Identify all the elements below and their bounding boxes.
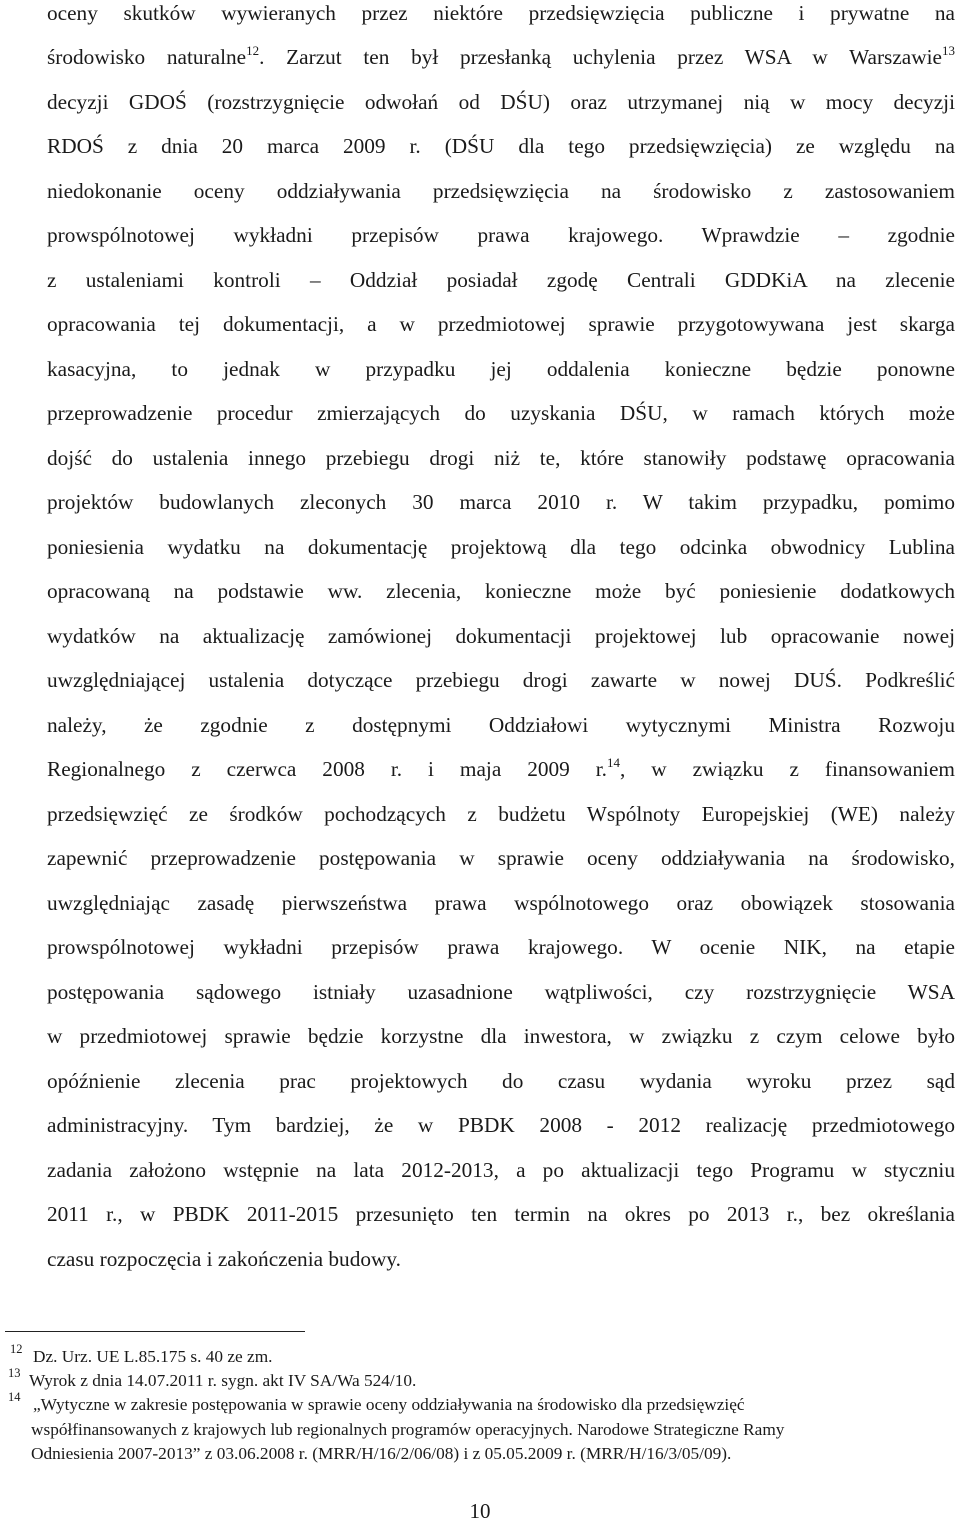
text-line: RDOŚ z dnia 20 marca 2009 r. (DŚU dla tego przedsięwzięcia) ze względu na [47, 134, 955, 158]
page-number: 10 [469, 1499, 491, 1523]
text-line: należy, że zgodnie z dostępnymi Oddziałowi wytycznymi Ministra Rozwoju [47, 713, 955, 737]
footnote-ref: 13 [942, 43, 955, 58]
text-line: w przedmiotowej sprawie będzie korzystne dla inwestora, w związku z czym celowe było [47, 1024, 955, 1048]
footnote-text: Odniesienia 2007-2013” z 03.06.2008 r. (MRR/H/16/2/06/08) i z 05.05.2009 r. (MRR/H/16/3/05/09). [31, 1444, 732, 1463]
text-line: postępowania sądowego istniały uzasadnione wątpliwości, czy rozstrzygnięcie WSA [47, 980, 955, 1004]
text-line: dojść do ustalenia innego przebiegu drogi niż te, które stanowiły podstawę opracowania [47, 446, 955, 470]
text-line: uwzględniającej ustalenia dotyczące przebiegu drogi zawarte w nowej DUŚ. Podkreślić [47, 668, 955, 692]
text-line: opóźnienie zlecenia prac projektowych do czasu wydania wyroku przez sąd [47, 1069, 955, 1093]
footnote-text: „Wytyczne w zakresie postępowania w sprawie oceny oddziaływania na środowisko dla przedsięwzięć [33, 1395, 745, 1414]
text-line: z ustaleniami kontroli – Oddział posiadał zgodę Centrali GDDKiA na zlecenie [47, 268, 955, 292]
text-line: wydatków na aktualizację zamówionej dokumentacji projektowej lub opracowanie nowej [47, 624, 955, 648]
text-line: prowspólnotowej wykładni przepisów prawa krajowego. W ocenie NIK, na etapie [47, 935, 955, 959]
text-line: decyzji GDOŚ (rozstrzygnięcie odwołań od DŚU) oraz utrzymanej nią w mocy decyzji [47, 90, 955, 114]
footnote-ref: 14 [607, 755, 620, 770]
text-line: czasu rozpoczęcia i zakończenia budowy. [47, 1247, 401, 1271]
text-line: niedokonanie oceny oddziaływania przedsięwzięcia na środowisko z zastosowaniem [47, 179, 955, 203]
text-line: 2011 r., w PBDK 2011-2015 przesunięto ten termin na okres po 2013 r., bez określania [47, 1202, 955, 1226]
footnote-separator [5, 1331, 305, 1332]
footnote-number: 14 [8, 1390, 21, 1404]
text-line: Regionalnego z czerwca 2008 r. i maja 2009 r.$^{14}$, w związku z finansowaniem [47, 755, 955, 781]
footnote-number: 12 [10, 1342, 23, 1356]
text-line: kasacyjna, to jednak w przypadku jej oddalenia konieczne będzie ponowne [47, 357, 955, 381]
text-line: przeprowadzenie procedur zmierzających do uzyskania DŚU, w ramach których może [47, 401, 955, 425]
text-line: zapewnić przeprowadzenie postępowania w sprawie oceny oddziaływania na środowisko, [47, 846, 955, 870]
text-line: prowspólnotowej wykładni przepisów prawa krajowego. Wprawdzie – zgodnie [47, 223, 955, 247]
text-line: oceny skutków wywieranych przez niektóre przedsięwzięcia publiczne i prywatne na [47, 1, 955, 25]
footnote-text: współfinansowanych z krajowych lub regionalnych programów operacyjnych. Narodowe Strategiczne Ramy [31, 1420, 785, 1439]
text-line: środowisko naturalne$^{12}$. Zarzut ten był przesłanką uchylenia przez WSA w Warszawie$^{13}$ [47, 43, 955, 69]
text-line: przedsięwzięć ze środków pochodzących z budżetu Wspólnoty Europejskiej (WE) należy [47, 802, 955, 826]
footnote-text: Dz. Urz. UE L.85.175 s. 40 ze zm. [33, 1347, 273, 1366]
text-line: opracowaną na podstawie ww. zlecenia, konieczne może być poniesienie dodatkowych [47, 579, 955, 603]
footnote-ref: 12 [246, 43, 260, 58]
text-line: opracowania tej dokumentacji, a w przedmiotowej sprawie przygotowywana jest skarga [47, 312, 955, 336]
text-line: zadania założono wstępnie na lata 2012-2013, a po aktualizacji tego Programu w styczniu [47, 1158, 955, 1182]
text-line: administracyjny. Tym bardziej, że w PBDK 2008 - 2012 realizację przedmiotowego [47, 1113, 955, 1137]
text-line: poniesienia wydatku na dokumentację projektową dla tego odcinka obwodnicy Lublina [47, 535, 955, 559]
footnote-text: Wyrok z dnia 14.07.2011 r. sygn. akt IV SA/Wa 524/10. [29, 1371, 417, 1390]
footnote-number: 13 [8, 1366, 21, 1380]
text-line: projektów budowlanych zleconych 30 marca 2010 r. W takim przypadku, pomimo [47, 490, 955, 514]
text-line: uwzględniając zasadę pierwszeństwa prawa wspólnotowego oraz obowiązek stosowania [47, 891, 955, 915]
